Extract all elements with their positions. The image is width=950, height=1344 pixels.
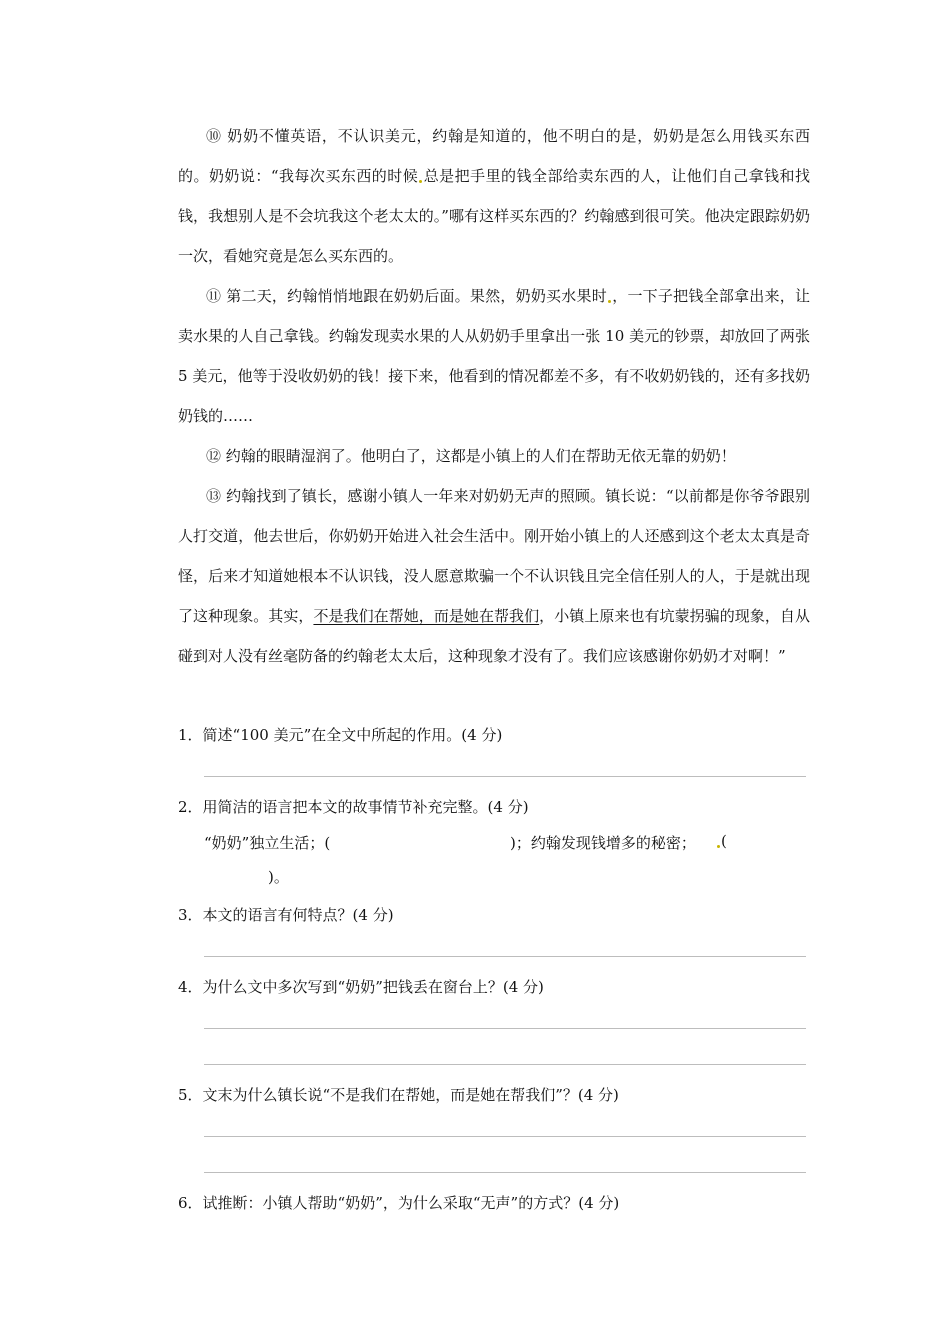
answer-line[interactable] [204,776,806,777]
paragraph-10-part-a: ⑩ 奶奶不懂英语，不认识美元，约翰是知道的，他不明白的是，奶奶是怎么用钱买东西的。奶奶说：“我每次买东西的时候 [178,127,810,185]
question-1: 1．简述“100 美元”在全文中所起的作用。(4 分) [178,726,503,744]
paragraph-10 [178,116,810,276]
ink-dot [608,300,611,303]
ink-dot [419,180,422,183]
question-2-fill-c [716,832,727,850]
question-5: 5．文末为什么镇长说“不是我们在帮她，而是她在帮我们”？(4 分) [178,1086,619,1104]
paragraph-10-part-b: 总是把手里的钱全部给卖东西的人，让他们自己拿钱和找钱，我想别人是不会坑我这个老太太的。”哪有这样买东西的？约翰感到很可笑。他决定跟踪奶奶一次，看她究竟是怎么买东西的。 [178,167,810,265]
paragraph-13-part-b: ，小镇上原来也有坑蒙拐骗的现象，自从碰到对人没有丝毫防备的约翰老太太后，这种现象才没有了。我们应该感谢你奶奶才对啊！” [178,607,810,665]
answer-line[interactable] [204,1136,806,1137]
question-2-fill-d: )。 [268,868,289,886]
question-4: 4．为什么文中多次写到“奶奶”把钱丢在窗台上？(4 分) [178,978,544,996]
question-2-fill-a: “奶奶”独立生活；( [204,834,331,852]
underlined-sentence: 不是我们在帮她，而是她在帮我们 [313,607,540,625]
question-6: 6．试推断：小镇人帮助“奶奶”，为什么采取“无声”的方式？(4 分) [178,1194,620,1212]
answer-line[interactable] [204,956,806,957]
question-3: 3．本文的语言有何特点？(4 分) [178,906,394,924]
paragraph-11 [178,276,810,436]
ink-dot [717,845,720,848]
passage-block-2 [178,436,810,676]
open-paren: ( [721,832,727,850]
paragraph-11-part-b: ，一下子把钱全部拿出来，让卖水果的人自己拿钱。约翰发现卖水果的人从奶奶手里拿出一张 10 美元的钞票，却放回了两张 5 美元，他等于没收奶奶的钱！接下来，他看到的情况都差不多，有不收奶奶钱的，还有多找奶奶钱的…… [178,287,810,425]
question-2-fill-b: )；约翰发现钱增多的秘密； [510,834,696,852]
paragraph-11-part-a: ⑪ 第二天，约翰悄悄地跟在奶奶后面。果然，奶奶买水果时 [206,287,607,305]
answer-line[interactable] [204,1064,806,1065]
answer-line[interactable] [204,1172,806,1173]
question-2: 2．用简洁的语言把本文的故事情节补充完整。(4 分) [178,798,529,816]
paragraph-13 [178,476,810,676]
passage-block-1 [178,116,810,436]
paragraph-13-part-a: ⑬ 约翰找到了镇长，感谢小镇人一年来对奶奶无声的照顾。镇长说：“以前都是你爷爷跟别人打交道，他去世后，你奶奶开始进入社会生活中。刚开始小镇上的人还感到这个老太太真是奇怪，后来才知道她根本不认识钱，没人愿意欺骗一个不认识钱且完全信任别人的人，于是就出现了这种现象。其实， [178,487,810,625]
answer-line[interactable] [204,1028,806,1029]
paragraph-12: ⑫ 约翰的眼睛湿润了。他明白了，这都是小镇上的人们在帮助无依无靠的奶奶！ [206,447,736,465]
